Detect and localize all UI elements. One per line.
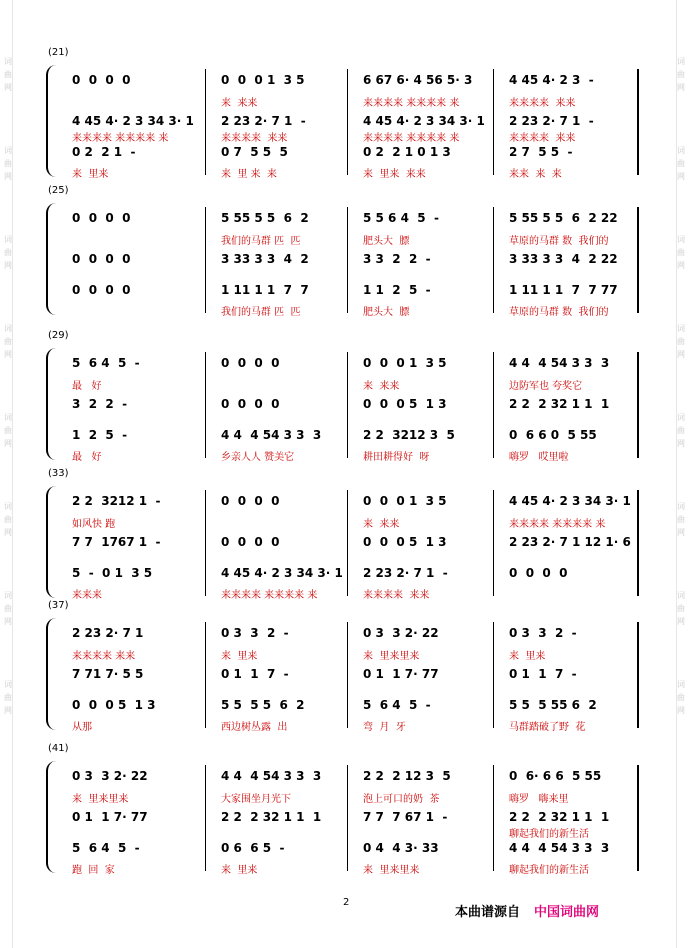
measure-notes: 7 7 7 67 1 - [363, 810, 448, 824]
measure-notes: 6 67 6· 4 56 5· 3 [363, 73, 473, 87]
right-margin-rule [676, 0, 677, 948]
watermark-text: 词 曲 网 [677, 591, 685, 626]
lyric-line: 我们的马群 匹 匹 [221, 236, 301, 247]
watermark-text: 词 曲 网 [4, 146, 12, 181]
lyric-line: 跑 回 家 [72, 865, 115, 876]
measure-notes: 5 5 6 4 5 - [363, 211, 439, 225]
barline [347, 490, 348, 596]
watermark-text: 词 曲 网 [4, 591, 12, 626]
lyric-line: 来 里来 [221, 865, 258, 876]
measure-notes: 4 4 4 54 3 3 3 [221, 428, 322, 442]
watermark-text: 词 曲 网 [4, 235, 12, 270]
lyric-line: 马群踏破了野 花 [509, 722, 586, 733]
measure-notes: 2 23 2· 7 1 - [221, 114, 306, 128]
measure-number: (41) [48, 743, 69, 754]
system-brace [46, 65, 56, 177]
measure-notes: 0 2 2 1 0 1 3 [363, 145, 451, 159]
watermark-text: 词 曲 网 [677, 680, 685, 715]
lyric-line: 来 里来里来 [363, 865, 420, 876]
lyric-line: 来 来来 [221, 98, 258, 109]
measure-notes: 2 2 2 32 1 1 1 [509, 397, 610, 411]
lyric-line: 乡亲人人 赞美它 [221, 452, 295, 463]
measure-number: (29) [48, 330, 69, 341]
measure-notes: 5 5 5 5 6 2 [221, 698, 305, 712]
measure-notes: 0 3 3 2 - [509, 626, 577, 640]
measure-notes: 0 0 0 0 [72, 252, 131, 266]
measure-notes: 4 45 4· 2 3 - [509, 73, 594, 87]
measure-notes: 0 1 1 7 - [221, 667, 289, 681]
lyric-line: 弯 月 牙 [363, 722, 406, 733]
watermark-text: 词 曲 网 [4, 413, 12, 448]
watermark-text: 词 曲 网 [677, 324, 685, 359]
barline [637, 207, 639, 313]
measure-notes: 5 - 0 1 3 5 [72, 566, 153, 580]
barline [637, 490, 639, 596]
watermark-text: 词 曲 网 [677, 57, 685, 92]
barline [205, 490, 206, 596]
measure-notes: 7 71 7· 5 5 [72, 667, 144, 681]
lyric-line: 西边树丛露 出 [221, 722, 288, 733]
lyric-line: 来 里来 [221, 651, 258, 662]
measure-notes: 1 2 5 - [72, 428, 128, 442]
measure-notes: 4 4 4 54 3 3 3 [221, 769, 322, 783]
measure-notes: 0 1 1 7· 77 [72, 810, 148, 824]
lyric-line: 来来来来 来来来来 来 [363, 98, 460, 109]
lyric-line: 最 好 [72, 452, 102, 463]
barline [347, 207, 348, 313]
system-brace [46, 348, 56, 460]
lyric-line: 草原的马群 数 我们的 [509, 307, 609, 318]
measure-notes: 2 2 2 32 1 1 1 [221, 810, 322, 824]
lyric-line: 来 里来 [72, 169, 109, 180]
measure-notes: 0 0 0 0 [221, 535, 280, 549]
watermark-text: 词 曲 网 [677, 413, 685, 448]
system-brace [46, 486, 56, 598]
measure-notes: 0 3 3 2 - [221, 626, 289, 640]
measure-notes: 2 23 2· 7 1 [72, 626, 144, 640]
lyric-line: 来来来来 来来来来 来 [221, 590, 318, 601]
measure-notes: 2 23 2· 7 1 12 1· 6 [509, 535, 631, 549]
measure-notes: 0 0 0 0 [72, 73, 131, 87]
lyric-line: 来 里来里来 [363, 651, 420, 662]
measure-notes: 0 6· 6 6 5 55 [509, 769, 602, 783]
measure-number: (21) [48, 47, 69, 58]
measure-notes: 0 2 2 1 - [72, 145, 136, 159]
measure-notes: 4 45 4· 2 3 34 3· 1 [72, 114, 194, 128]
measure-notes: 0 0 0 0 [72, 211, 131, 225]
lyric-line: 泡上可口的奶 茶 [363, 794, 440, 805]
lyric-line: 草原的马群 数 我们的 [509, 236, 609, 247]
measure-notes: 0 1 1 7 - [509, 667, 577, 681]
measure-notes: 4 4 4 54 3 3 3 [509, 841, 610, 855]
measure-notes: 2 2 3212 3 5 [363, 428, 455, 442]
measure-notes: 5 6 4 5 - [363, 698, 431, 712]
measure-notes: 0 0 0 0 [221, 356, 280, 370]
system-brace [46, 203, 56, 315]
system-brace [46, 761, 56, 873]
lyric-line: 来来来 [72, 590, 102, 601]
measure-notes: 0 0 0 5 1 3 [72, 698, 156, 712]
measure-notes: 1 11 1 1 7 7 77 [509, 283, 618, 297]
barline [205, 352, 206, 458]
measure-notes: 3 33 3 3 4 2 [221, 252, 309, 266]
barline [637, 622, 639, 728]
lyric-line: 聊起我们的新生活 [509, 865, 589, 876]
system-brace [46, 618, 56, 730]
measure-number: (33) [48, 468, 69, 479]
barline [347, 352, 348, 458]
source-label: 本曲谱源自 [455, 905, 521, 920]
barline [205, 765, 206, 871]
lyric-line: 来 里 来 来 [221, 169, 277, 180]
lyric-line: 来来来来 来来来来 来 [509, 519, 606, 530]
barline [637, 765, 639, 871]
measure-notes: 0 3 3 2· 22 [363, 626, 439, 640]
lyric-line: 来来 来 来 [509, 169, 562, 180]
lyric-line: 来来来来 来来来来 来 [363, 133, 460, 144]
measure-notes: 3 2 2 - [72, 397, 128, 411]
barline [493, 352, 494, 458]
lyric-line: 来来来来 来来来来 来 [72, 133, 169, 144]
barline [205, 207, 206, 313]
lyric-line: 来来来来 来来 [509, 133, 576, 144]
barline [493, 490, 494, 596]
measure-notes: 4 45 4· 2 3 34 3· 1 [509, 494, 631, 508]
measure-notes: 2 23 2· 7 1 - [363, 566, 448, 580]
barline [347, 69, 348, 175]
measure-notes: 0 0 0 1 3 5 [221, 73, 305, 87]
lyric-line: 来 里来 来来 [363, 169, 426, 180]
measure-notes: 1 11 1 1 7 7 [221, 283, 309, 297]
lyric-line: 边防军也 夸奖它 [509, 381, 583, 392]
barline [637, 69, 639, 175]
barline [205, 69, 206, 175]
barline [637, 352, 639, 458]
barline [347, 622, 348, 728]
measure-notes: 7 7 1767 1 - [72, 535, 161, 549]
measure-notes: 0 0 0 0 [221, 397, 280, 411]
source-brand[interactable]: 中国词曲网 [534, 905, 600, 920]
measure-notes: 2 2 2 32 1 1 1 [509, 810, 610, 824]
measure-notes: 3 33 3 3 4 2 22 [509, 252, 618, 266]
lyric-line: 我们的马群 匹 匹 [221, 307, 301, 318]
measure-notes: 1 1 2 5 - [363, 283, 431, 297]
lyric-line: 来 来来 [363, 519, 400, 530]
measure-notes: 5 55 5 5 6 2 [221, 211, 309, 225]
measure-notes: 2 2 2 12 3 5 [363, 769, 451, 783]
watermark-text: 词 曲 网 [677, 146, 685, 181]
watermark-text: 词 曲 网 [4, 324, 12, 359]
lyric-line: 肥头大 膘 [363, 236, 410, 247]
lyric-line: 肥头大 膘 [363, 307, 410, 318]
measure-notes: 0 6 6 5 - [221, 841, 285, 855]
measure-notes: 0 7 5 5 5 [221, 145, 288, 159]
measure-notes: 0 0 0 1 3 5 [363, 494, 447, 508]
measure-notes: 3 3 2 2 - [363, 252, 431, 266]
barline [493, 765, 494, 871]
lyric-line: 来来来来 来来 [509, 98, 576, 109]
barline [347, 765, 348, 871]
measure-number: (37) [48, 600, 69, 611]
lyric-line: 嗨罗 哎里啦 [509, 452, 569, 463]
lyric-line: 来 来来 [363, 381, 400, 392]
measure-notes: 4 45 4· 2 3 34 3· 1 [221, 566, 343, 580]
lyric-line: 来来来来 来来 [72, 651, 136, 662]
measure-notes: 0 1 1 7· 77 [363, 667, 439, 681]
lyric-line: 聊起我们的新生活 [509, 829, 589, 840]
measure-notes: 5 6 4 5 - [72, 356, 140, 370]
measure-notes: 5 55 5 5 6 2 22 [509, 211, 618, 225]
lyric-line: 来 里来里来 [72, 794, 129, 805]
lyric-line: 来来来来 来来 [363, 590, 430, 601]
page-number: 2 [343, 897, 350, 908]
measure-number: (25) [48, 185, 69, 196]
watermark-text: 词 曲 网 [4, 680, 12, 715]
measure-notes: 5 6 4 5 - [72, 841, 140, 855]
barline [493, 207, 494, 313]
lyric-line: 来 里来 [509, 651, 546, 662]
source-credit [455, 901, 599, 920]
measure-notes: 0 0 0 5 1 3 [363, 397, 447, 411]
lyric-line: 如风快 跑 [72, 519, 116, 530]
measure-notes: 0 0 0 0 [509, 566, 568, 580]
measure-notes: 2 7 5 5 - [509, 145, 573, 159]
measure-notes: 0 4 4 3· 33 [363, 841, 439, 855]
watermark-text: 词 曲 网 [4, 57, 12, 92]
lyric-line: 来来来来 来来 [221, 133, 288, 144]
watermark-text: 词 曲 网 [4, 502, 12, 537]
left-margin-rule [12, 0, 13, 948]
measure-notes: 2 23 2· 7 1 - [509, 114, 594, 128]
measure-notes: 4 45 4· 2 3 34 3· 1 [363, 114, 485, 128]
measure-notes: 0 3 3 2· 22 [72, 769, 148, 783]
measure-notes: 0 6 6 0 5 55 [509, 428, 597, 442]
measure-notes: 0 0 0 1 3 5 [363, 356, 447, 370]
barline [205, 622, 206, 728]
measure-notes: 0 0 0 0 [221, 494, 280, 508]
measure-notes: 0 0 0 5 1 3 [363, 535, 447, 549]
measure-notes: 2 2 3212 1 - [72, 494, 161, 508]
measure-notes: 0 0 0 0 [72, 283, 131, 297]
measure-notes: 4 4 4 54 3 3 3 [509, 356, 610, 370]
lyric-line: 最 好 [72, 381, 102, 392]
watermark-text: 词 曲 网 [677, 235, 685, 270]
lyric-line: 大家围坐月光下 [221, 794, 291, 805]
barline [493, 622, 494, 728]
lyric-line: 耕田耕得好 呀 [363, 452, 430, 463]
watermark-text: 词 曲 网 [677, 502, 685, 537]
lyric-line: 从那 [72, 722, 92, 733]
measure-notes: 5 5 5 55 6 2 [509, 698, 597, 712]
lyric-line: 嗨罗 嗨来里 [509, 794, 569, 805]
barline [493, 69, 494, 175]
